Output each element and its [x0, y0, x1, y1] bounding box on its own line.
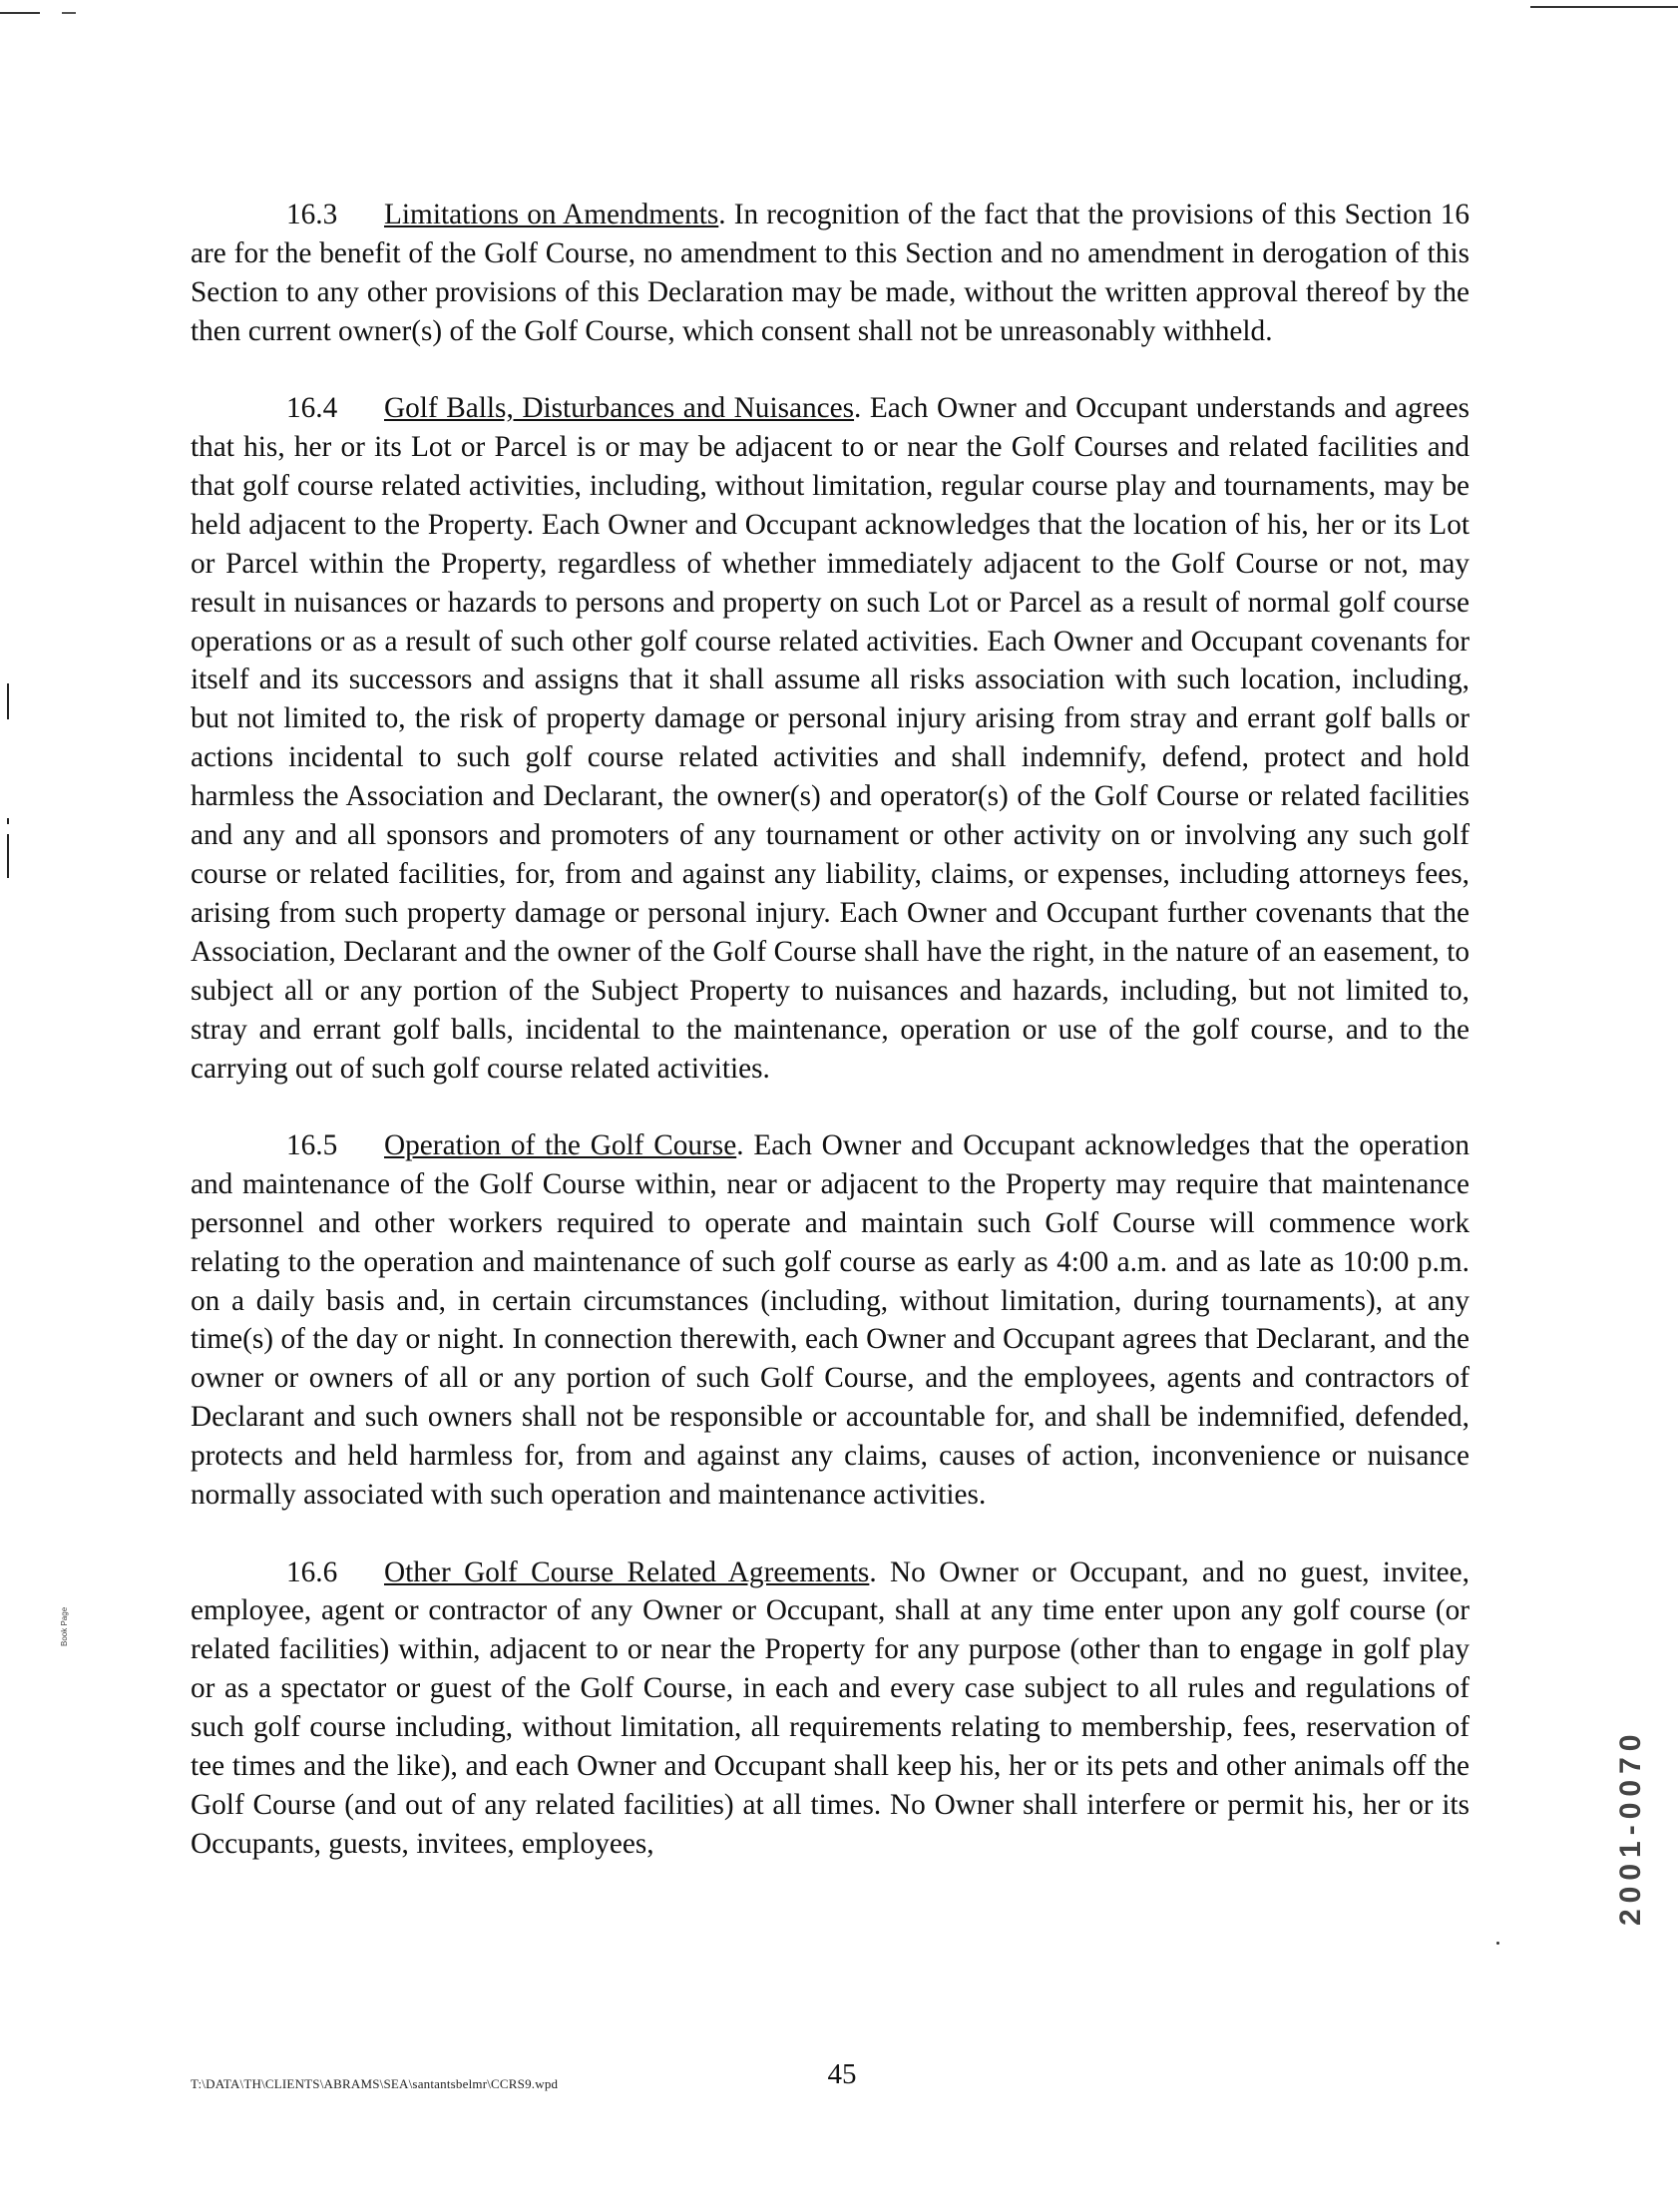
- section-title: Limitations on Amendments: [384, 199, 719, 230]
- section-text: . Each Owner and Occupant understands and agrees that his, her or its Lot or Parcel is or may be adjacent to or near the Golf Courses and related facilities and that golf course related activities, including, without limitation, regular course play and tournaments, may be held adjacent to the Property. Each Owner and Occupant acknowledges that the location of his, her or its Lot or Parcel within the Property, regardless of whether immediately adjacent to the Golf Course or not, may result in nuisances or hazards to persons and property on such Lot or Parcel as a result of normal golf course operations or as a result of such other golf course related activities. Each Owner and Occupant covenants for itself and its successors and assigns that it shall assume all risks association with such location, including, but not limited to, the risk of property damage or personal injury arising from stray and errant golf balls or actions incidental to such golf course related activities and shall indemnify, defend, protect and hold harmless the Association and Declarant, the owner(s) and operator(s) of the Golf Course or related facilities and any and all sponsors and promoters of any tournament or other activity on or involving any such golf course or related facilities, for, from and against any liability, claims, or expenses, including attorneys fees, arising from such property damage or personal injury. Each Owner and Occupant further covenants that the Association, Declarant and the owner of the Golf Course shall have the right, in the nature of an easement, to subject all or any portion of the Subject Property to nuisances and hazards, including, but not limited to, stray and errant golf balls, incidental to the maintenance, operation or use of the golf course, and to the carrying out of such golf course related activities.: [191, 392, 1469, 1085]
- section-16-3: [191, 196, 1469, 351]
- section-title: Other Golf Course Related Agreements: [384, 1555, 870, 1588]
- footer-file-path: T:\DATA\TH\CLIENTS\ABRAMS\SEA\santantsbelmr\CCRS9.wpd: [191, 2076, 559, 2091]
- section-number: 16.4: [286, 392, 338, 425]
- recording-stamp: [1594, 1556, 1674, 1926]
- section-title: Operation of the Golf Course: [384, 1128, 737, 1161]
- section-number: 16.5: [286, 1128, 338, 1161]
- document-body: [191, 196, 1469, 1902]
- margin-bar: [7, 834, 9, 878]
- margin-bar: [7, 683, 9, 719]
- scan-artifact-rule: [1530, 6, 1678, 8]
- section-text: . Each Owner and Occupant acknowledges that the operation and maintenance of the Golf Course within, near or adjacent to the Property may require that maintenance personnel and other workers required to operate and maintain such Golf Course will commence work relating to the operation and maintenance of such golf course as early as 4:00 a.m. and as late as 10:00 p.m. on a daily basis and, in certain circumstances (including, without limitation, during tournaments), at any time(s) of the day or night. In connection therewith, each Owner and Occupant agrees that Declarant, and the owner or owners of all or any portion of such Golf Course, and the employees, agents and contractors of Declarant and such owners shall not be responsible or accountable for, and shall be indemnified, defended, protects and held harmless for, from and against any claims, causes of action, inconvenience or nuisance normally associated with such operation and maintenance activities.: [191, 1128, 1469, 1512]
- scan-artifact-dot: [1496, 1942, 1499, 1945]
- recording-number: 2001-0070: [1614, 1728, 1647, 1926]
- scan-artifact-rule: [62, 12, 76, 14]
- section-text: . No Owner or Occupant, and no guest, invitee, employee, agent or contractor of any Owner or Occupant, shall at any time enter upon any golf course (or related facilities) within, adjacent to or near the Property for any purpose (other than to engage in golf play or as a spectator or guest of the Golf Course, in each and every case subject to all rules and regulations of such golf course including, without limitation, all requirements relating to membership, fees, reservation of tee times and the like), and each Owner and Occupant shall keep his, her or its pets and other animals off the Golf Course (and out of any related facilities) at all times. No Owner shall interfere or permit his, her or its Occupants, guests, invitees, employees,: [191, 1555, 1469, 1860]
- section-number: 16.6: [286, 1555, 338, 1588]
- section-number: 16.3: [286, 199, 338, 230]
- section-16-6: [191, 1553, 1469, 1864]
- margin-bar: [7, 818, 9, 824]
- section-text: . In recognition of the fact that the provisions of this Section 16 are for the benefit of the Golf Course, no amendment to this Section and no amendment in derogation of this Section to any other provisions of this Declaration may be made, without the written approval thereof by the then current owner(s) of the Golf Course, which consent shall not be unreasonably withheld.: [191, 199, 1469, 347]
- section-16-5: [191, 1126, 1469, 1515]
- scan-artifact-rule: [0, 12, 40, 14]
- section-title: Golf Balls, Disturbances and Nuisances: [384, 392, 855, 425]
- section-16-4: [191, 389, 1469, 1088]
- recording-stamp-label: Book Page: [60, 1606, 69, 1646]
- page-number: 45: [827, 2058, 857, 2090]
